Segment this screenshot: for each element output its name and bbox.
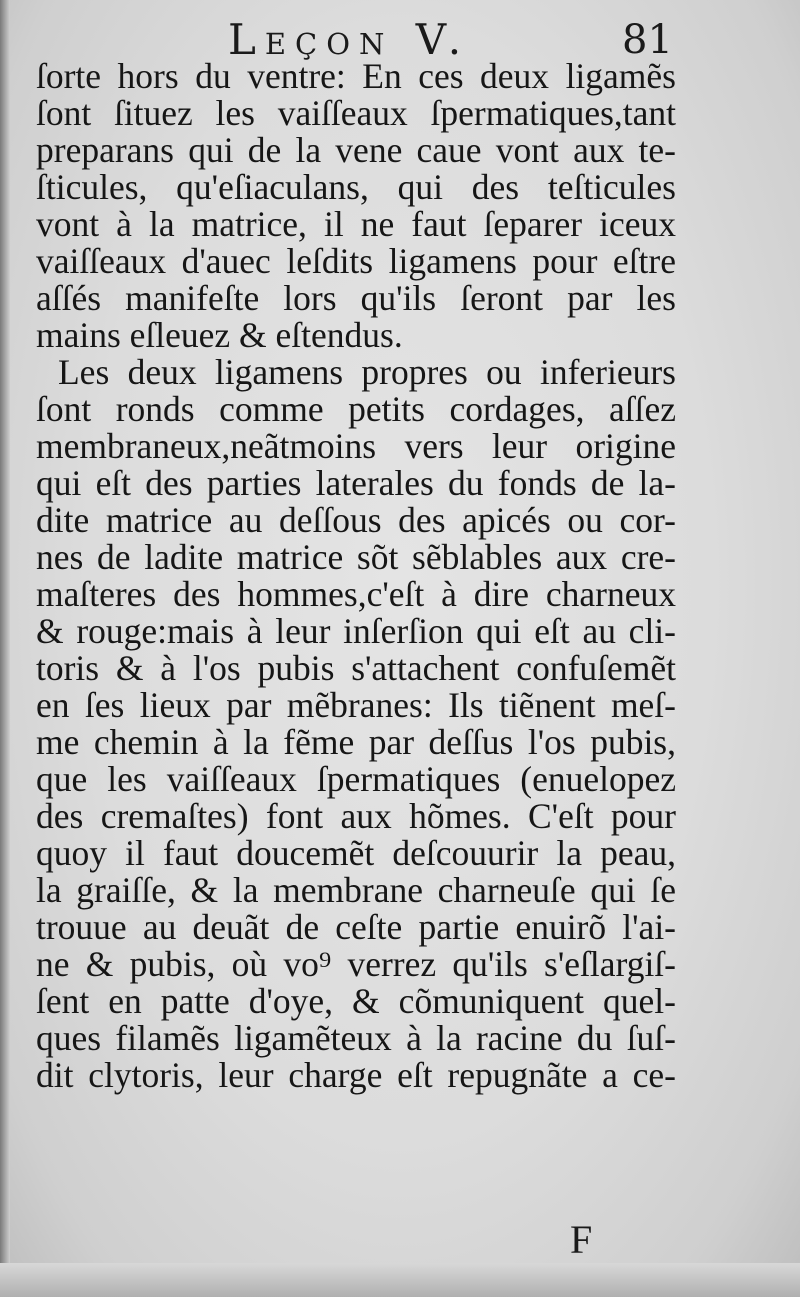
text-line: me chemin à la fẽme par deſſus l'os pubis, <box>36 722 676 762</box>
text-line: nes de ladite matrice sõt sẽblables aux cre- <box>36 537 676 577</box>
text-line: vaiſſeaux d'auec leſdits ligamens pour eſtre <box>36 241 676 281</box>
text-line: toris & à l'os pubis s'attachent confuſemẽt <box>36 648 676 688</box>
text-line: ne & pubis, où vo⁹ verrez qu'ils s'eſlargiſ- <box>36 944 676 984</box>
text-line: & rouge:mais à leur inſerſion qui eſt au cli- <box>36 611 676 651</box>
signature-mark: F <box>570 1217 593 1262</box>
text-line: ſent en patte d'oye, & cõmuniquent quel- <box>36 981 676 1021</box>
text-line: ſont ſituez les vaiſſeaux ſpermatiques,tant <box>36 93 676 133</box>
text-line: dit clytoris, leur charge eſt repugnãte a ce- <box>36 1055 676 1095</box>
page-number: 81 <box>622 17 673 63</box>
text-line: en ſes lieux par mẽbranes: Ils tiẽnent meſ- <box>36 685 676 725</box>
text-line: la graiſſe, & la membrane charneuſe qui ſe <box>36 870 676 910</box>
text-line: ſorte hors du ventre: En ces deux ligamẽs <box>36 56 676 96</box>
text-line: vont à la matrice, il ne faut ſeparer iceux <box>36 204 676 244</box>
text-line: dite matrice au deſſous des apicés ou cor- <box>36 500 676 540</box>
page-edge-shadow <box>0 0 10 1297</box>
text-line: mains eſleuez & eſtendus. <box>36 315 403 355</box>
text-line: qui eſt des parties laterales du fonds de la- <box>36 463 676 503</box>
text-line: des cremaſtes) font aux hõmes. C'eſt pour <box>36 796 676 836</box>
text-line: que les vaiſſeaux ſpermatiques (enuelopez <box>36 759 676 799</box>
running-head-title: Leçon V. <box>228 15 471 64</box>
text-line: Les deux ligamens propres ou inferieurs <box>58 352 676 392</box>
text-line: ſont ronds comme petits cordages, aſſez <box>36 389 676 429</box>
text-line: maſteres des hommes,c'eſt à dire charneux <box>36 574 676 614</box>
page-bottom-shadow <box>0 1263 800 1297</box>
text-line: ques filamẽs ligamẽteux à la racine du ſuſ- <box>36 1018 676 1058</box>
text-line: ſticules, qu'eſiaculans, qui des teſticules <box>36 167 676 207</box>
text-line: trouue au deuãt de ceſte partie enuirõ l'ai- <box>36 907 676 947</box>
body-text <box>36 58 676 1094</box>
text-line: quoy il faut doucemẽt deſcouurir la peau, <box>36 833 676 873</box>
text-line: preparans qui de la vene caue vont aux te- <box>36 130 676 170</box>
text-line: membraneux,neãtmoins vers leur origine <box>36 426 676 466</box>
text-line: aſſés manifeſte lors qu'ils ſeront par les <box>36 278 676 318</box>
